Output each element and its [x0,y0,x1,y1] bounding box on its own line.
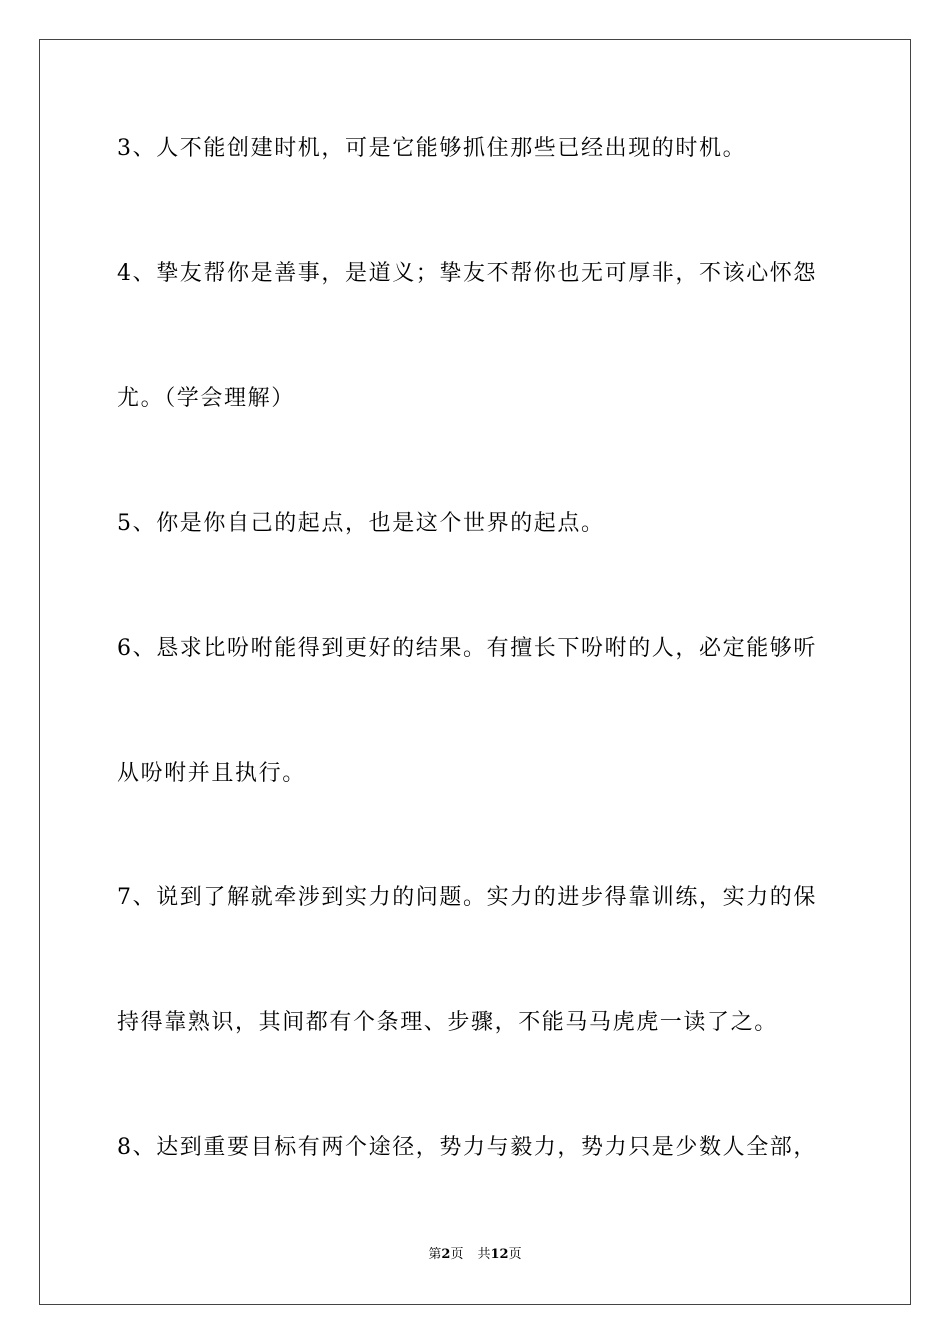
page-footer [0,1247,950,1263]
text-line-3: 尤。（学会理解） [117,386,295,411]
total-pages: 12 [490,1247,509,1262]
text-line-8: 持得靠熟识，其间都有个条理、步骤，不能马马虎虎一读了之。 [117,1010,778,1035]
text-line-2: 4、挚友帮你是善事，是道义；挚友不帮你也无可厚非，不该心怀怨 [117,261,817,286]
page-prefix: 第 [428,1247,442,1262]
text-line-6: 从吩咐并且执行。 [117,761,306,786]
text-line-7: 7、说到了解就牵涉到实力的问题。实力的进步得靠训练，实力的保 [117,885,817,910]
page-number: 2 [441,1247,451,1262]
page-suffix: 页 [450,1247,464,1262]
text-line-5: 6、恳求比吩咐能得到更好的结果。有擅长下吩咐的人，必定能够听 [117,636,817,661]
page-border [39,39,911,1305]
text-line-1: 3、人不能创建时机，可是它能够抓住那些已经出现的时机。 [117,136,747,161]
text-line-9: 8、达到重要目标有两个途径，势力与毅力，势力只是少数人全部， [117,1135,817,1160]
total-prefix: 共 [477,1247,491,1262]
text-line-4: 5、你是你自己的起点，也是这个世界的起点。 [117,511,605,536]
total-suffix: 页 [508,1247,522,1262]
